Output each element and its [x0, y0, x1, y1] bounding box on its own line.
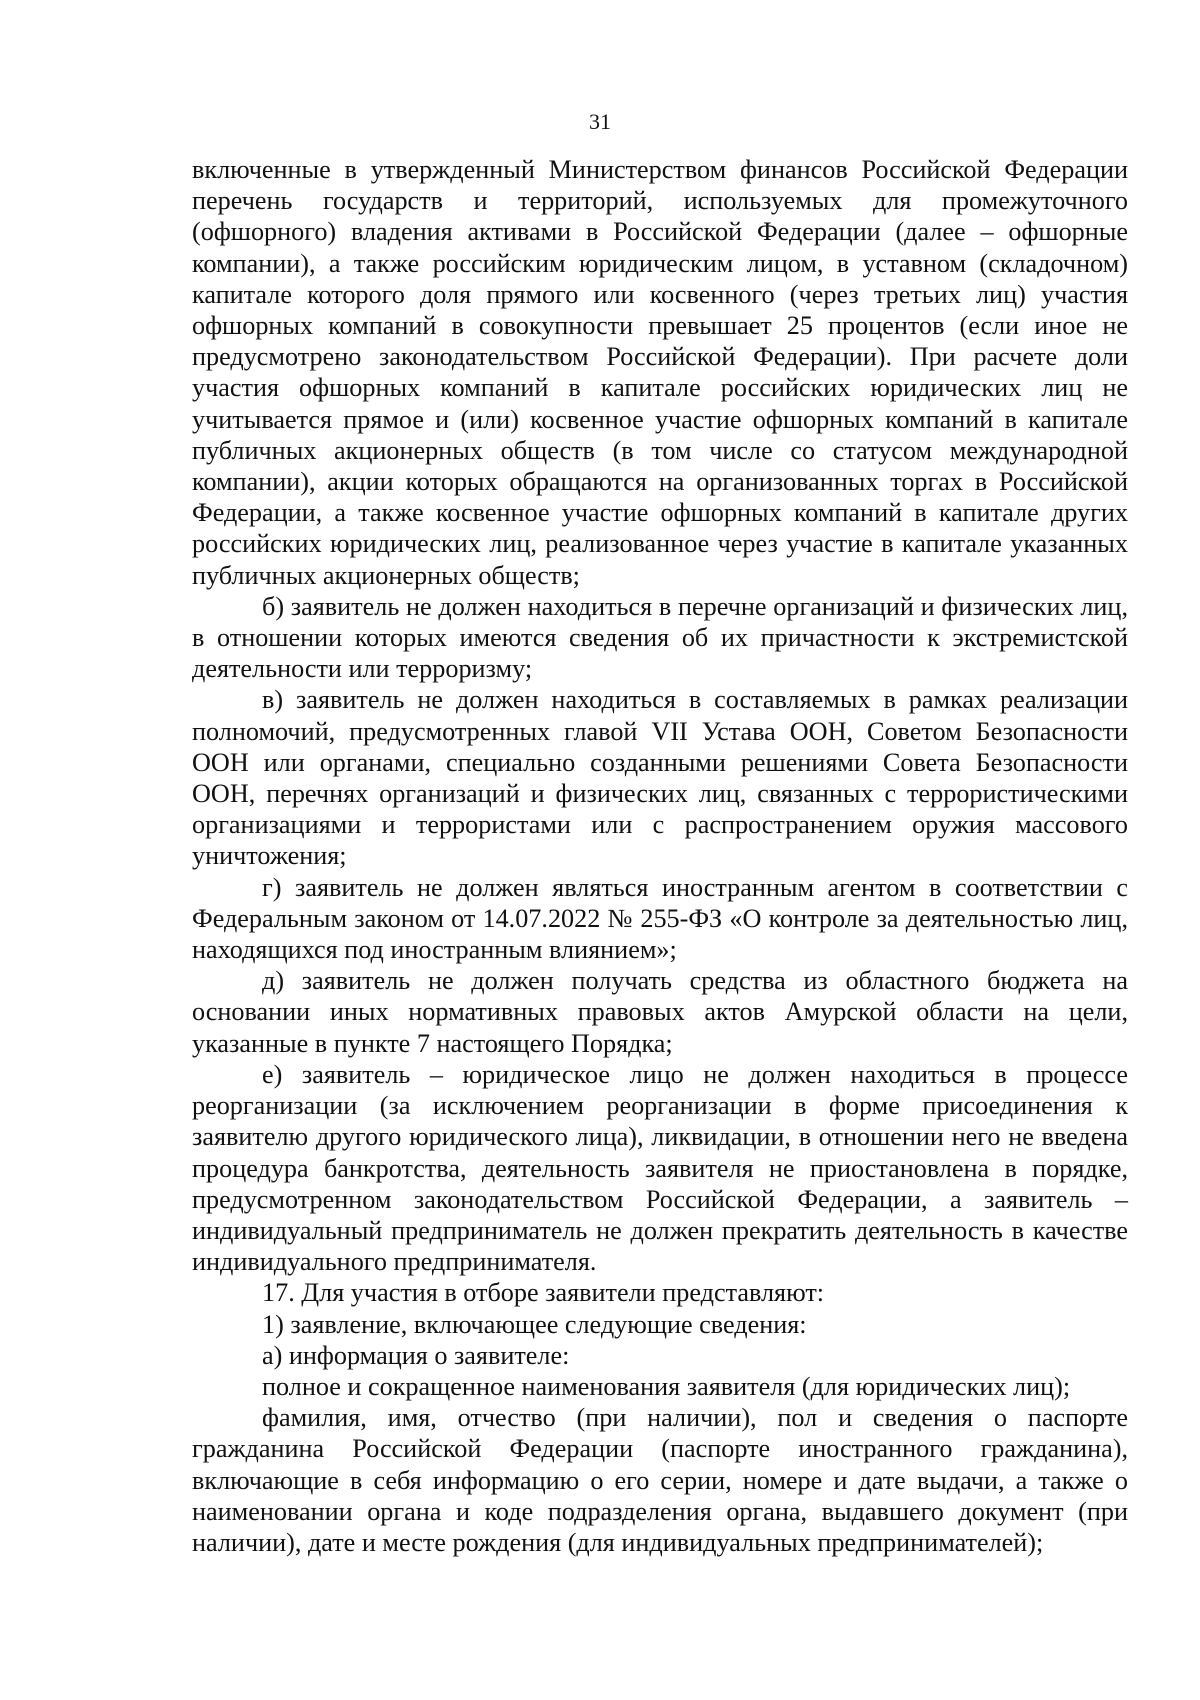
- paragraph-7: 17. Для участия в отборе заявители представляют:: [262, 1278, 825, 1308]
- paragraph-5: д) заявитель не должен получать средства из областного бюджета на основании иных нормативных правовых актов Амурской области на цели, указанные в пункте 7 настоящего Порядка;: [192, 966, 1128, 1058]
- paragraph-6: е) заявитель – юридическое лицо не должен находиться в процессе реорганизации (за исключением реорганизации в форме присоединения к заявителю другого юридического лица), ликвидации, в отношении него не введена процедура банкротства, деятельность заявителя не приостановлена в порядке, предусмотренном законодательством Российской Федерации, а заявитель – индивидуальный предприниматель не должен прекратить деятельность в качестве индивидуального предпринимателя.: [192, 1059, 1128, 1277]
- paragraph-1: включенные в утвержденный Министерством финансов Российской Федерации перечень государств и территорий, используемых для промежуточного (офшорного) владения активами в Российской Федерации (далее – офшорные компании), а также российским юридическим лицом, в уставном (складочном) капитале которого доля прямого или косвенного (через третьих лиц) участия офшорных компаний в совокупности превышает 25 процентов (если иное не предусмотрено законодательством Российской Федерации). При расчете доли участия офшорных компаний в капитале российских юридических лиц не учитывается прямое и (или) косвенное участие офшорных компаний в капитале публичных акционерных обществ (в том числе со статусом международной компании), акции которых обращаются на организованных торгах в Российской Федерации, а также косвенное участие офшорных компаний в капитале других российских юридических лиц, реализованное через участие в капитале указанных публичных акционерных обществ;: [192, 155, 1128, 590]
- document-body: [192, 154, 1128, 1558]
- paragraph-2: б) заявитель не должен находиться в перечне организаций и физических лиц, в отношении которых имеются сведения об их причастности к экстремистской деятельности или терроризму;: [192, 591, 1128, 684]
- paragraph-9: а) информация о заявителе:: [262, 1340, 570, 1370]
- page-number: 31: [589, 109, 611, 134]
- paragraph-11: фамилия, имя, отчество (при наличии), пол и сведения о паспорте гражданина Российской Федерации (паспорте иностранного гражданина), включающие в себя информацию о его серии, номере и дате выдачи, а также о наименовании органа и коде подразделения органа, выдавшего документ (при наличии), дате и месте рождения (для индивидуальных предпринимателей);: [192, 1403, 1128, 1557]
- paragraph-3: в) заявитель не должен находиться в составляемых в рамках реализации полномочий, предусмотренных главой VII Устава ООН, Советом Безопасности ООН или органами, специально созданными решениями Совета Безопасности ООН, перечнях организаций и физических лиц, связанных с террористическими организациями и террористами или с распространением оружия массового уничтожения;: [192, 685, 1128, 871]
- paragraph-8: 1) заявление, включающее следующие сведения:: [262, 1309, 807, 1339]
- paragraph-4: г) заявитель не должен являться иностранным агентом в соответствии с Федеральным законом от 14.07.2022 № 255-ФЗ «О контроле за деятельностью лиц, находящихся под иностранным влиянием»;: [192, 872, 1128, 965]
- paragraph-10: полное и сокращенное наименования заявителя (для юридических лиц);: [262, 1371, 1071, 1401]
